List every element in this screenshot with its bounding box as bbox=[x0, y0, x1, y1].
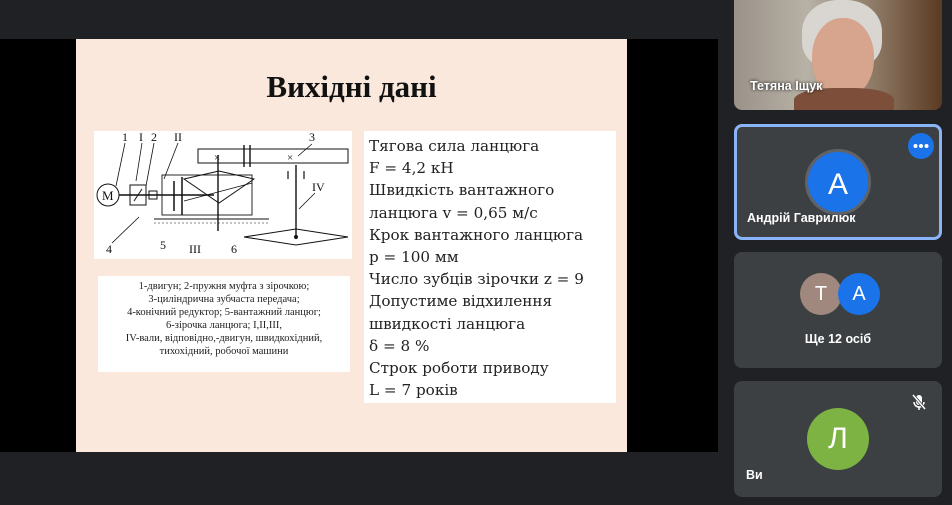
avatar: Л bbox=[807, 408, 869, 470]
participant-video bbox=[794, 0, 894, 110]
motor-label: M bbox=[102, 188, 114, 203]
label-shaft-4: ІV bbox=[312, 180, 325, 194]
avatar: А bbox=[838, 273, 880, 315]
svg-text:×: × bbox=[287, 152, 294, 164]
param-line: Крок вантажного ланцюга bbox=[369, 225, 584, 244]
label-shaft-3: ІІІ bbox=[189, 242, 201, 256]
legend-line: 6-зірочка ланцюга; І,ІІ,ІІІ, bbox=[166, 320, 282, 331]
legend-line: 4-конічний редуктор; 5-вантажний ланцюг; bbox=[127, 307, 321, 318]
param-line: швидкості ланцюга bbox=[369, 314, 526, 333]
legend-line: 1-двигун; 2-пружня муфта з зірочкою; bbox=[138, 281, 310, 292]
participant-name: Ви bbox=[746, 468, 763, 482]
label-3: 3 bbox=[309, 131, 315, 144]
participant-name: Тетяна Іщук bbox=[750, 79, 823, 93]
participant-tile-you[interactable] bbox=[734, 381, 942, 497]
legend-line: 3-циліндрична зубчаста передача; bbox=[148, 294, 300, 305]
label-shaft-1: І bbox=[139, 131, 143, 144]
presentation-stage bbox=[0, 39, 718, 452]
other-participants-tile[interactable] bbox=[734, 252, 942, 368]
param-line: p = 100 мм bbox=[369, 248, 459, 267]
label-4: 4 bbox=[106, 242, 112, 256]
label-1: 1 bbox=[122, 131, 128, 144]
legend-line: тихохідний, робочої машини bbox=[159, 346, 289, 357]
label-2: 2 bbox=[151, 131, 157, 144]
avatar: А bbox=[805, 149, 871, 215]
drive-kinematic-diagram bbox=[94, 131, 352, 259]
param-line: Швидкість вантажного bbox=[369, 181, 555, 200]
slide-title: Вихідні дані bbox=[266, 69, 437, 104]
more-options-icon[interactable] bbox=[908, 133, 934, 159]
participant-tile-video[interactable] bbox=[734, 0, 942, 110]
param-line: Число зубців зірочки z = 9 bbox=[369, 270, 584, 289]
others-count-label: Ще 12 осіб bbox=[804, 332, 872, 346]
svg-text:×: × bbox=[214, 152, 221, 164]
presentation-slide bbox=[76, 39, 627, 452]
param-line: Строк роботи приводу bbox=[369, 359, 549, 378]
input-parameters bbox=[364, 131, 616, 403]
participant-name: Андрій Гаврилюк bbox=[747, 211, 856, 225]
mic-off-icon bbox=[908, 391, 930, 413]
param-line: L = 7 років bbox=[369, 381, 458, 400]
label-6: 6 bbox=[231, 242, 237, 256]
param-line: F = 4,2 кН bbox=[369, 159, 454, 178]
param-line: ланцюга v = 0,65 м/с bbox=[369, 203, 538, 222]
avatar: Т bbox=[800, 273, 842, 315]
param-line: Тягова сила ланцюга bbox=[369, 137, 540, 155]
label-5: 5 bbox=[160, 238, 166, 252]
diagram-legend bbox=[98, 276, 350, 372]
label-shaft-2: ІІ bbox=[174, 131, 182, 144]
param-line: δ = 8 % bbox=[369, 336, 430, 355]
legend-line: ІV-вали, відповідно,-двигун, швидкохідний, bbox=[125, 333, 323, 344]
param-line: Допустиме відхилення bbox=[369, 292, 553, 311]
participant-tile-andrii[interactable] bbox=[734, 124, 942, 240]
